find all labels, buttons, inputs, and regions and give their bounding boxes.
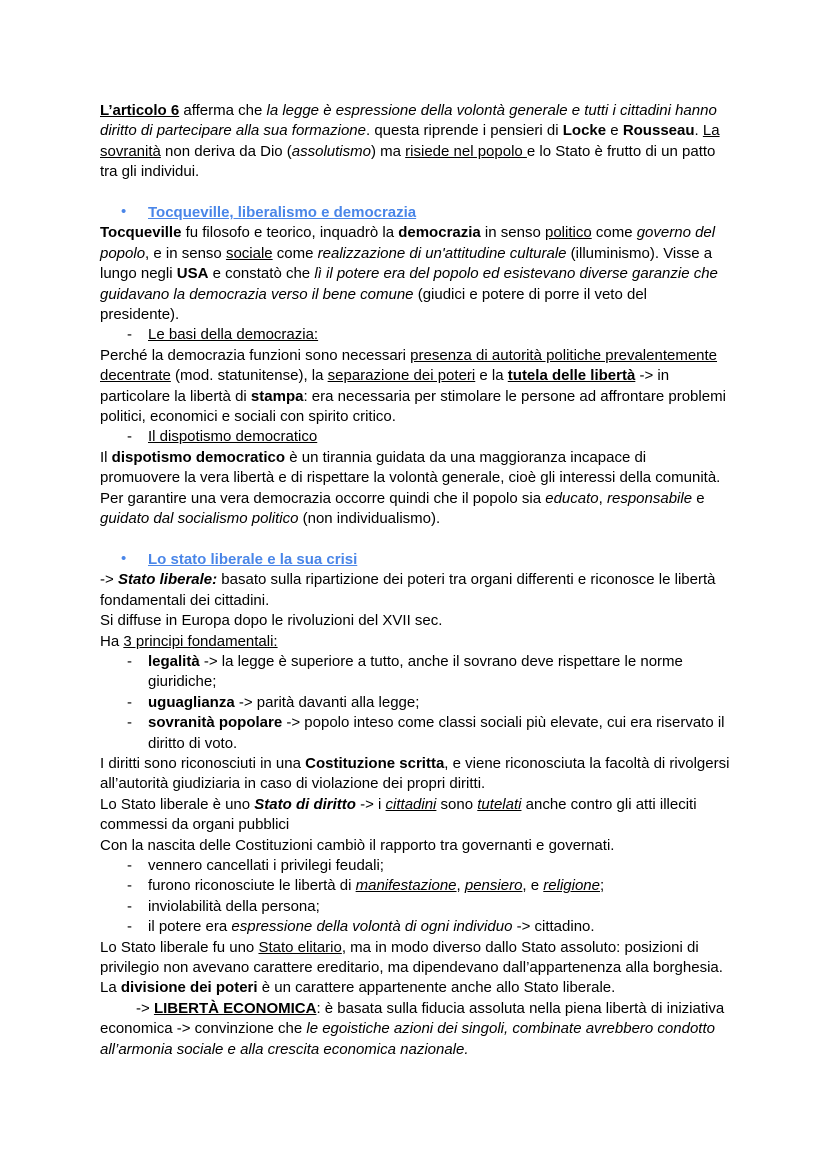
- list-item: [100, 713, 730, 754]
- text-run: politico: [544, 224, 592, 242]
- list-item: [100, 693, 730, 713]
- text-run: (illuminismo). Visse a lungo negli: [100, 244, 713, 283]
- text-run: responsabile: [606, 489, 693, 507]
- dash-icon: -: [127, 652, 132, 670]
- text-run: democrazia: [398, 224, 481, 242]
- text-run: : è basata sulla fiducia assoluta nella piena libertà di iniziativa economica -> convinzione che: [100, 999, 725, 1038]
- text-run: uguaglianza: [148, 693, 235, 711]
- paragraph: [100, 101, 730, 183]
- text-run: risiede nel popolo: [405, 142, 527, 160]
- text-run: sociale: [225, 244, 273, 262]
- text-run: : era necessaria per stimolare le persone ad affrontare problemi politici, economici e sociali con spirito critico.: [100, 387, 726, 426]
- text-run: -> parità davanti alla legge;: [234, 693, 420, 711]
- text-run: non deriva da Dio (: [160, 142, 292, 160]
- text-run: Tocqueville, liberalismo e democrazia: [148, 204, 417, 222]
- text-run: inviolabilità della persona;: [148, 897, 320, 915]
- text-run: ,: [598, 489, 607, 507]
- paragraph: [100, 611, 730, 631]
- text-run: e lo Stato è frutto di un patto tra gli individui.: [100, 142, 716, 181]
- text-run: e la: [475, 367, 508, 385]
- text-run: ;: [600, 877, 605, 895]
- section-heading[interactable]: [100, 550, 730, 570]
- text-run: il potere era: [148, 918, 232, 936]
- text-run: religione: [543, 877, 600, 895]
- text-run: tutelati: [477, 795, 522, 813]
- text-run: sono: [436, 795, 478, 813]
- text-run: presenza di autorità politiche prevalentemente decentrate: [100, 346, 718, 385]
- text-run: ) ma: [370, 142, 406, 160]
- text-run: I diritti sono riconosciuti in una: [100, 754, 306, 772]
- text-run: La: [100, 979, 121, 997]
- list-item: [100, 856, 730, 876]
- dash-icon: -: [127, 428, 132, 446]
- text-run: sovranità popolare: [148, 714, 283, 732]
- text-run: Si diffuse in Europa dopo le rivoluzioni del XVII sec.: [100, 612, 443, 630]
- text-run: afferma che: [179, 102, 267, 119]
- text-run: dispotismo democratico: [111, 448, 286, 466]
- paragraph: [100, 978, 730, 998]
- text-run: espressione della volontà di ogni individuo: [231, 918, 513, 936]
- text-run: Lo Stato liberale fu uno: [100, 938, 259, 956]
- text-run: separazione dei poteri: [327, 367, 476, 385]
- text-run: Rousseau: [622, 122, 695, 140]
- text-run: educato: [545, 489, 599, 507]
- text-run: .: [694, 122, 703, 140]
- text-run: e: [606, 122, 623, 140]
- paragraph: [100, 448, 730, 530]
- text-run: stampa: [250, 387, 304, 405]
- blank-line: [100, 183, 730, 203]
- text-run: Stato di diritto: [254, 795, 356, 813]
- text-run: , ma in modo diverso dallo Stato assoluto: posizioni di privilegio non avevano carattere ereditario, ma dipendevano dall’appartenenza alla borghesia.: [100, 938, 723, 977]
- text-run: manifestazione: [355, 877, 457, 895]
- text-run: legalità: [148, 652, 200, 670]
- text-run: -> popolo inteso come classi sociali più elevate, cui era riservato il diritto di voto.: [148, 714, 725, 752]
- text-run: , e: [522, 877, 544, 895]
- list-item: [100, 427, 730, 447]
- section-heading[interactable]: [100, 203, 730, 223]
- text-run: e: [692, 489, 705, 507]
- text-run: realizzazione di un'attitudine culturale: [317, 244, 567, 262]
- text-run: ->: [136, 999, 154, 1017]
- paragraph-indented: [100, 999, 730, 1060]
- text-run: Il dispotismo democratico: [148, 428, 318, 446]
- paragraph: [100, 632, 730, 652]
- dash-icon: -: [127, 714, 132, 732]
- text-run: ,: [456, 877, 465, 895]
- text-run: Stato liberale:: [117, 571, 218, 589]
- paragraph: [100, 570, 730, 611]
- text-run: come: [272, 244, 318, 262]
- text-run: vennero cancellati i privilegi feudali;: [148, 857, 384, 874]
- list-item: [100, 897, 730, 917]
- text-run: LIBERTÀ ECONOMICA: [153, 999, 317, 1017]
- text-run: -> cittadino.: [512, 918, 595, 936]
- text-run: anche contro gli atti illeciti commessi da organi pubblici: [100, 795, 697, 834]
- text-run: furono riconosciute le libertà di: [148, 877, 356, 895]
- dash-icon: -: [127, 897, 132, 915]
- text-run: Con la nascita delle Costituzioni cambiò il rapporto tra governanti e governati.: [100, 836, 615, 854]
- text-run: , e in senso: [145, 244, 226, 262]
- text-run: Le basi della democrazia:: [148, 326, 319, 344]
- text-run: divisione dei poteri: [120, 979, 258, 997]
- text-run: -> i: [355, 795, 386, 813]
- text-run: . questa riprende i pensieri di: [365, 122, 563, 140]
- text-run: Locke: [562, 122, 607, 140]
- text-run: la legge è espressione della volontà generale e tutti i cittadini hanno diritto di partecipare alla sua formazione: [100, 102, 717, 140]
- dash-icon: -: [127, 918, 132, 936]
- text-run: La sovranità: [100, 122, 720, 160]
- text-run: Perché la democrazia funzioni sono necessari: [100, 346, 411, 364]
- list-item: [100, 652, 730, 693]
- list-item: [100, 876, 730, 896]
- text-run: Lo Stato liberale è uno: [100, 795, 255, 813]
- text-run: guidato dal socialismo politico: [100, 510, 299, 528]
- text-run: in senso: [480, 224, 545, 242]
- blank-line: [100, 530, 730, 550]
- dash-icon: -: [127, 326, 132, 344]
- text-run: (non individualismo).: [298, 510, 441, 528]
- text-run: Costituzione scritta: [305, 754, 445, 772]
- text-run: USA: [176, 265, 209, 283]
- text-run: lì il potere era del popolo ed esistevano diverse garanzie che guidavano la democrazia verso il bene comune: [100, 265, 718, 303]
- dash-icon: -: [127, 693, 132, 711]
- text-run: (giudici e potere di porre il veto del presidente).: [100, 285, 647, 324]
- text-run: assolutismo: [291, 142, 371, 160]
- text-run: L’articolo 6: [100, 102, 180, 119]
- list-item: [100, 917, 730, 937]
- text-run: è un tirannia guidata da una maggioranza incapace di promuovere la vera libertà e di rispettare la volontà generale, cioè gli interessi della comunità. Per garantire una vera democrazia occorre quindi che il popolo sia: [100, 448, 721, 507]
- text-run: tutela delle libertà: [507, 367, 636, 385]
- text-run: Il: [100, 448, 112, 466]
- text-run: basato sulla ripartizione dei poteri tra organi differenti e riconosce le libertà fondamentali dei cittadini.: [100, 571, 716, 609]
- text-run: -> la legge è superiore a tutto, anche il sovrano deve rispettare le norme giuridiche;: [148, 652, 683, 691]
- text-run: 3 principi fondamentali:: [123, 632, 278, 650]
- list-item: [100, 325, 730, 345]
- bullet-icon: •: [121, 203, 127, 221]
- paragraph: [100, 795, 730, 836]
- paragraph: [100, 346, 730, 428]
- text-run: , e viene riconosciuta la facoltà di rivolgersi all’autorità giudiziaria in caso di violazione dei propri diritti.: [100, 754, 730, 793]
- text-run: ->: [100, 571, 118, 589]
- paragraph: [100, 836, 730, 856]
- dash-icon: -: [127, 857, 132, 874]
- text-run: cittadini: [385, 795, 437, 813]
- paragraph: [100, 754, 730, 795]
- document-content: [100, 101, 730, 1060]
- bullet-icon: •: [121, 549, 127, 567]
- text-run: e constatò che: [208, 265, 315, 283]
- text-run: come: [591, 224, 637, 242]
- text-run: -> in particolare la libertà di: [100, 367, 670, 405]
- paragraph: [100, 938, 730, 979]
- text-run: Tocqueville: [100, 224, 182, 242]
- paragraph: [100, 223, 730, 325]
- text-run: fu filosofo e teorico, inquadrò la: [181, 224, 399, 242]
- text-run: pensiero: [464, 877, 523, 895]
- text-run: è un carattere appartenente anche allo Stato liberale.: [257, 979, 616, 997]
- dash-icon: -: [127, 877, 132, 895]
- text-run: Stato elitario: [258, 938, 342, 956]
- text-run: governo del popolo: [100, 224, 716, 262]
- text-run: le egoistiche azioni dei singoli, combinate avrebbero condotto all’armonia sociale e alla crescita economica nazionale.: [100, 1020, 715, 1058]
- text-run: Lo stato liberale e la sua crisi: [148, 550, 358, 568]
- text-run: (mod. statunitense), la: [170, 367, 328, 385]
- text-run: Ha: [100, 632, 124, 650]
